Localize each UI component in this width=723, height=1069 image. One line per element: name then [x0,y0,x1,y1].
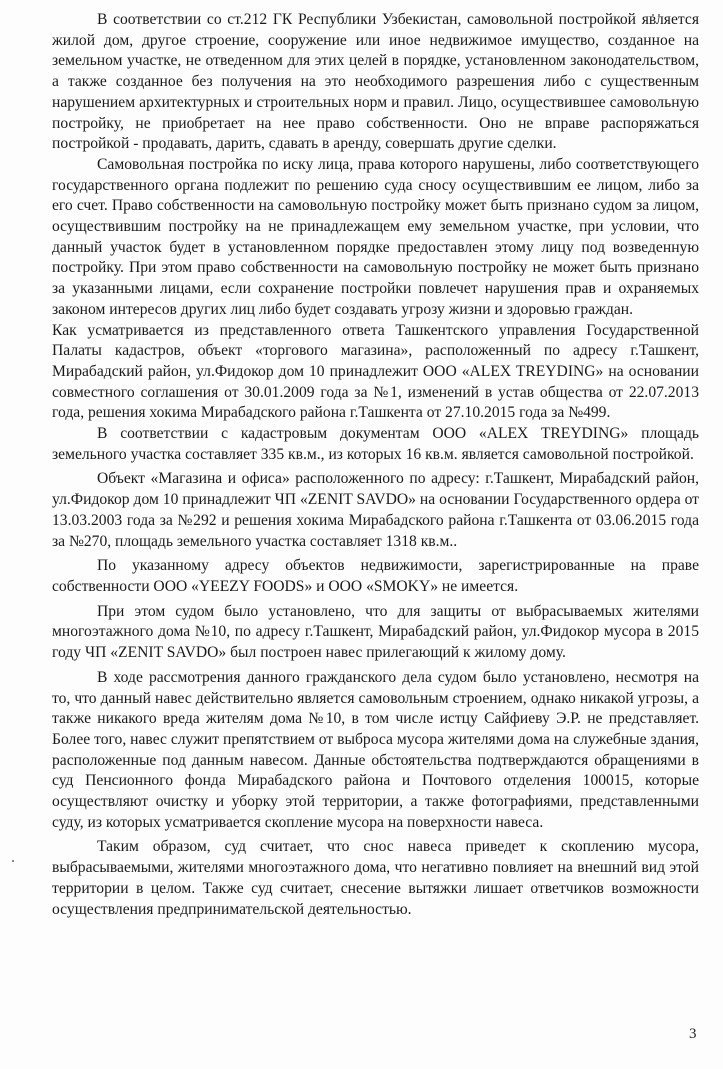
paragraph-cadastre-response: Как усматривается из представленного ответа Ташкентского управления Государственной Палаты кадастров, объект «торгового магазина», расположенный по адресу г.Ташкент, Мирабадский район, ул.Фидокор дом 10 принадлежит ООО «ALEX TREYDING» на основании совместного соглашения от 30.01.2009 года за №1, изменений в устав общества от 22.07.2013 года, решения хокима Мирабадского района г.Ташкента от 27.10.2015 года за №499. [52,321,699,422]
page-number: 3 [689,1026,697,1042]
paragraph-demolition-rules: Самовольная постройка по иску лица, права которого нарушены, либо соответствующего государственного органа подлежит по решению суда сносу осуществившим ее лицом, либо за его счет. Право собственности на самовольную постройку может быть признано судом за лицом, осуществившим постройку на не принадлежащем ему земельном участке, при условии, что данный участок будет в установленном порядке предоставлен этому лицу под возведенную постройку. При этом право собственности на самовольную постройку не может быть признано за указанными лицами, если сохранение постройки повлечет нарушения прав и охраняемых законом интересов других лиц либо будет создавать угрозу жизни и здоровью граждан. [52,155,699,318]
paragraph-canopy-built: При этом судом было установлено, что для защиты от выбрасываемых жителями многоэтажного дома №10, по адресу г.Ташкент, Мирабадский район, ул.Фидокор мусора в 2015 году ЧП «ZENIT SAVDO» был построен навес прилегающий к жилому дому. [52,602,699,662]
paragraph-self-built-definition: В соответствии со ст.212 ГК Республики Узбекистан, самовольной постройкой является жилой дом, другое строение, сооружение или иное недвижимое имущество, созданное на земельном участке, не отведенном для этих целей в порядке, установленном законодательством, а также созданное без получения на это необходимого разрешения либо с существенным нарушением архитектурных и строительных норм и правил. Лицо, осуществившее самовольную постройку, не приобретает на нее право собственности. Оно не вправе распоряжаться постройкой - продавать, дарить, сдавать в аренду, совершать другие сделки. [52,11,699,153]
paragraph-land-area: В соответствии с кадастровым документам ООО «ALEX TREYDING» площадь земельного участка составляет 335 кв.м., из которых 16 кв.м. является самовольной постройкой. [52,425,699,463]
document-body [52,10,699,920]
paragraph-shop-office-object: Объект «Магазина и офиса» расположенного по адресу: г.Ташкент, Мирабадский район, ул.Фидокор дом 10 принадлежит ЧП «ZENIT SAVDO» на основании Государственного ордера от 13.03.2003 года за №292 и решения хокима Мирабадского района г.Ташкента от 03.06.2015 года за №270, площадь земельного участка составляет 1318 кв.м.. [52,470,699,550]
scan-artifact [12,860,14,862]
paragraph-court-findings: В ходе рассмотрения данного гражданского дела судом было установлено, несмотря на то, что данный навес действительно является самовольным строением, однако никакой угрозы, а также никакого вреда жителям дома №10, в том числе истцу Сайфиеву Э.Р. не представляет. Более того, навес служит препятствием от выброса мусора жителями дома на служебные здания, расположенные под данным навесом. Данные обстоятельства подтверждаются обращениями в суд Пенсионного фонда Мирабадского района и Почтового отделения 100015, которые осуществляют очистку и уборку этой территории, а также фотографиями, представленными суду, из которых усматривается скопление мусора на поверхности навеса. [52,668,699,831]
paragraph-conclusion: Таким образом, суд считает, что снос навеса приведет к скоплению мусора, выбрасываемыми, жителями многоэтажного дома, что негативно повлияет на внешний вид этой территории в целом. Также суд считает, снесение вытяжки лишает ответчиков возможности осуществления предпринимательской деятельностью. [52,838,699,918]
paragraph-no-registered-property: По указанному адресу объектов недвижимости, зарегистрированные на праве собственности ООО «YEEZY FOODS» и ООО «SMOKY» не имеется. [52,557,699,595]
